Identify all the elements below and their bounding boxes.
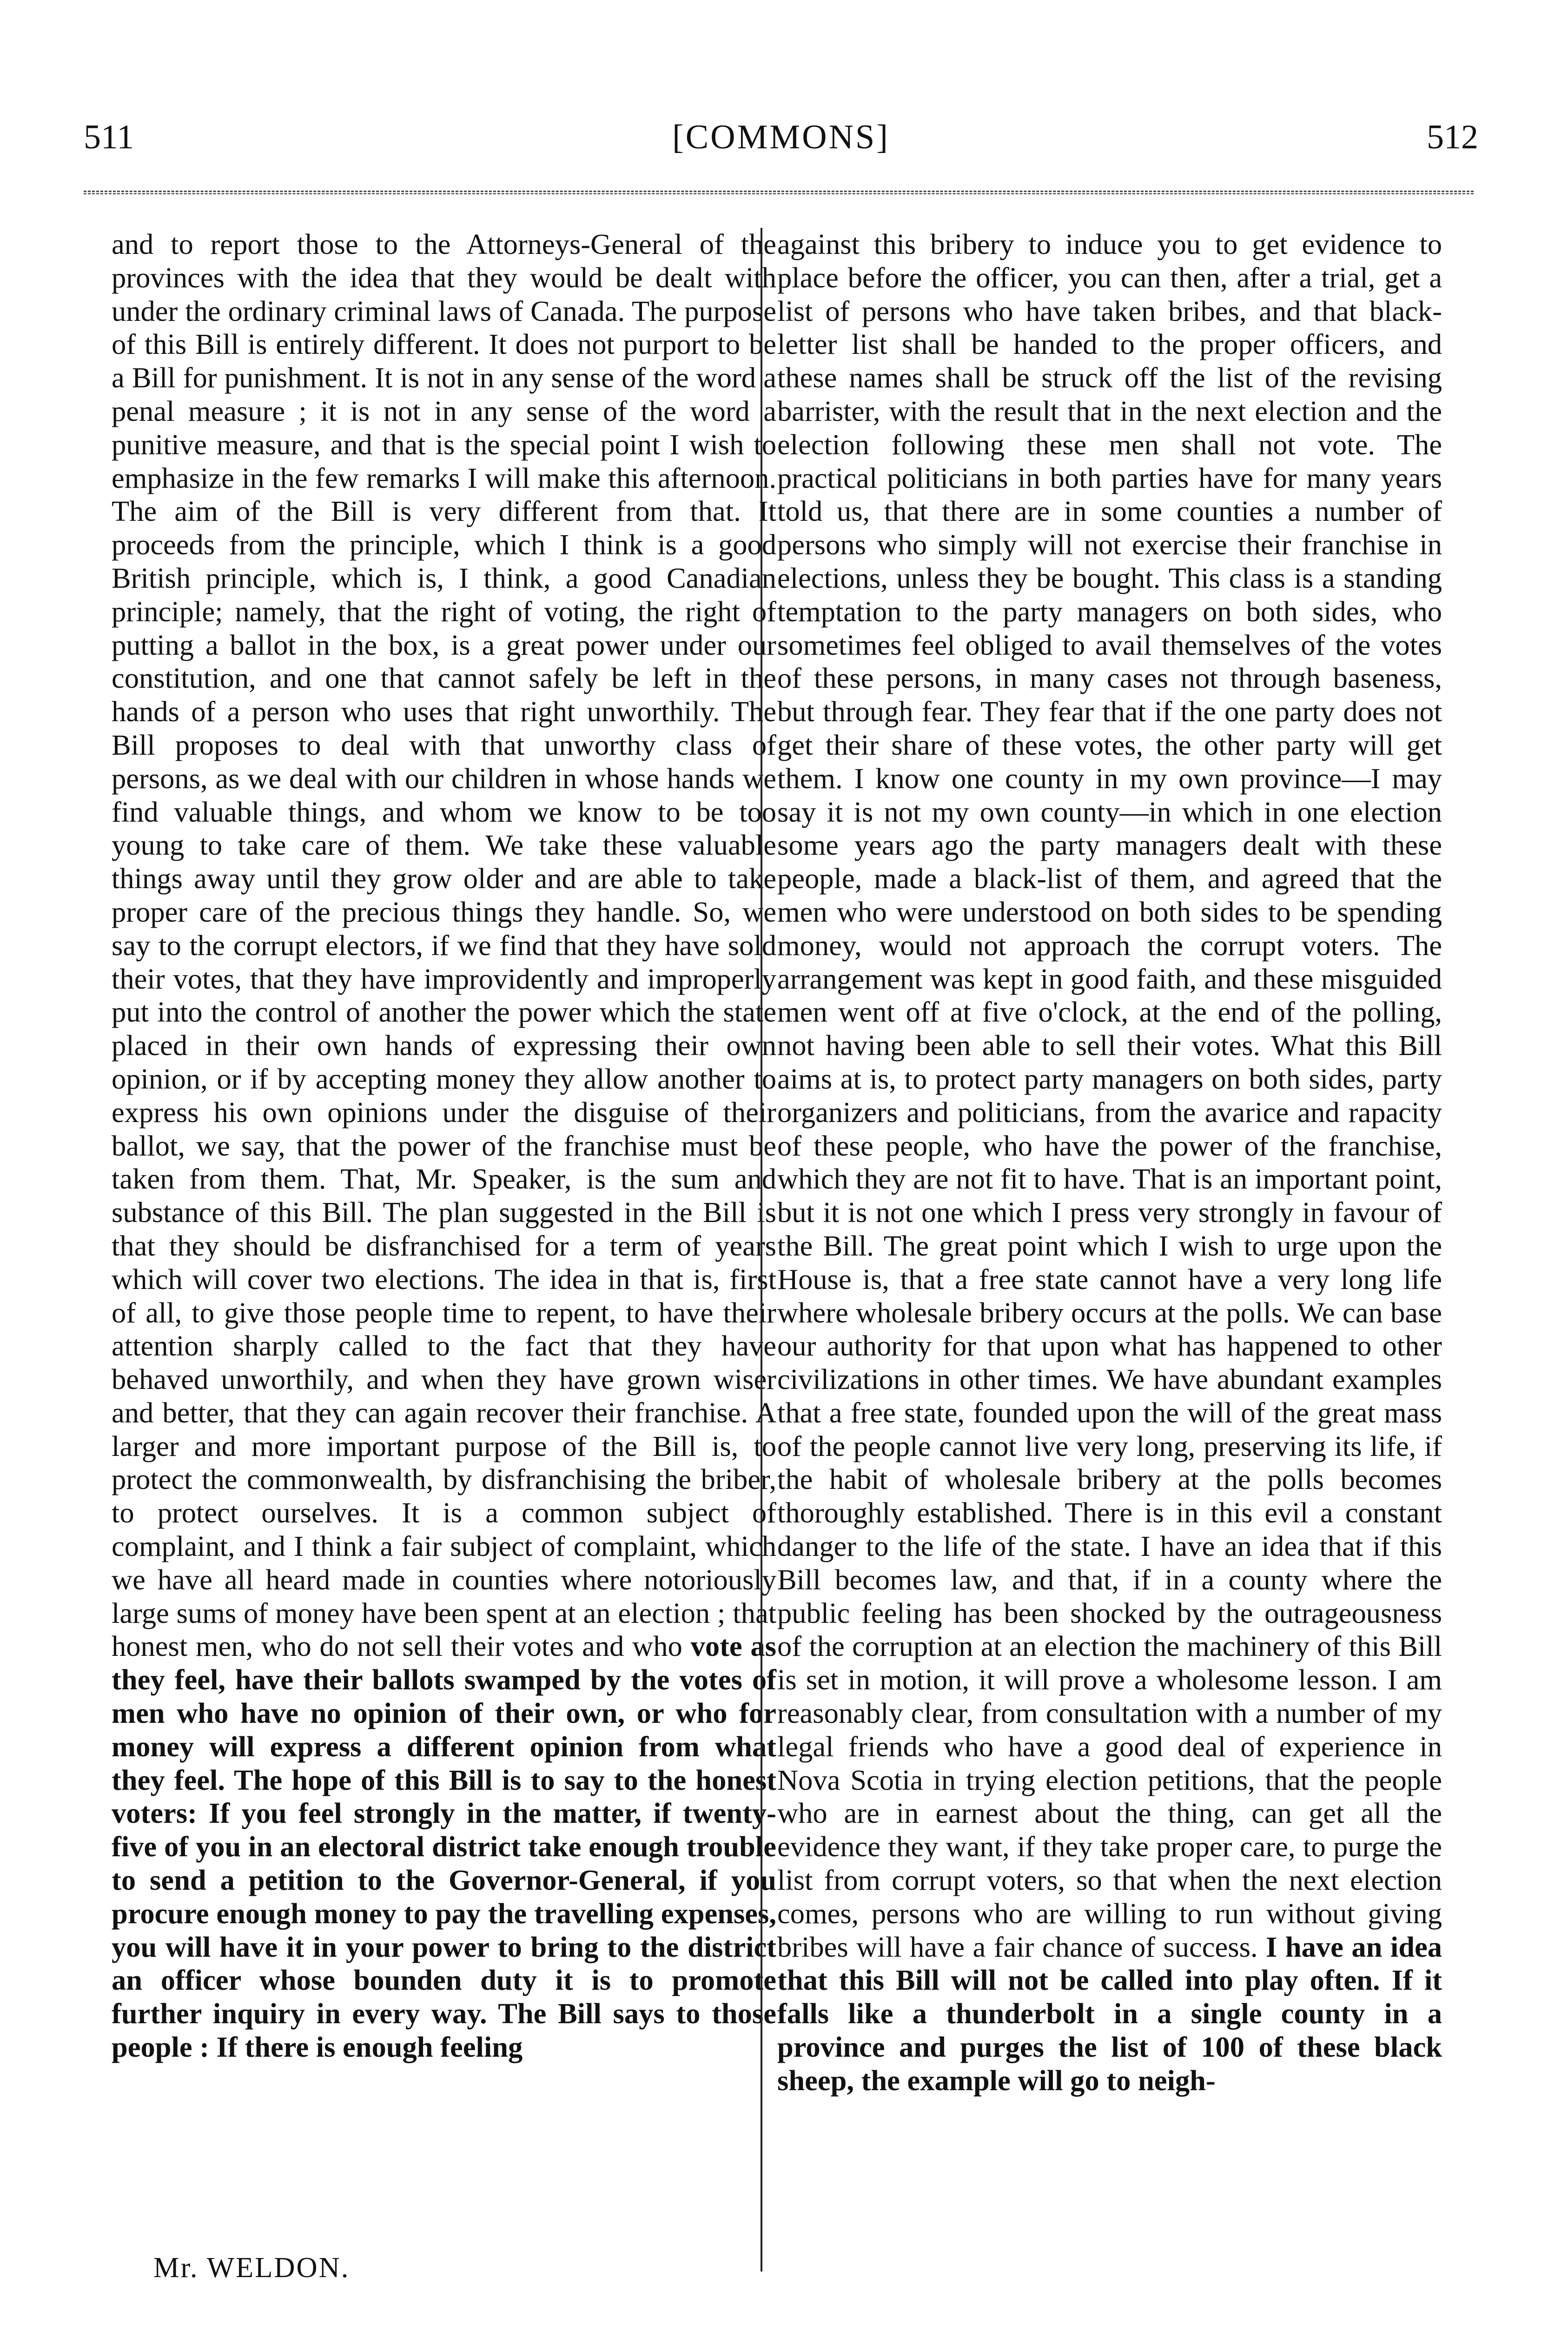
page-number-left: 511	[84, 118, 134, 156]
speaker-name: Mr. WELDON.	[153, 2251, 350, 2284]
running-title: [COMMONS]	[672, 118, 890, 156]
header-rule	[84, 191, 1474, 194]
left-column-bold-text: vote as they feel, have their ballots swamped by the votes of men who have no opinion of their own, or who for money will express a different opinion from what they feel. The hope of this Bill is to say to the honest voters: If you feel strongly in the matter, if twenty-five of you in an electoral district take enough trouble to send a petition to the Governor-General, if you procure enough money to pay the travelling expenses, you will have it in your power to bring to the district an officer whose bounden duty it is to promote further inquiry in every way. The Bill says to those people : If there is enough feeling	[112, 1630, 776, 2064]
right-column	[777, 228, 1442, 2098]
right-column-normal-text: against this bribery to induce you to get evidence to place before the officer, you can then, after a trial, get a list of persons who have taken bribes, and that black-letter list shall be handed to the proper officers, and these names shall be struck off the list of the revising barrister, with the result that in the next election and the election following these men shall not vote. The practical politicians in both parties have for many years told us, that there are in some counties a number of persons who simply will not exercise their franchise in elections, unless they be bought. This class is a standing temptation to the party managers on both sides, who sometimes feel obliged to avail themselves of the votes of these persons, in many cases not through baseness, but through fear. They fear that if the one party does not get their share of these votes, the other party will get them. I know one county in my own province—I may say it is not my own county—in which in one election some years ago the party managers dealt with these people, made a black-list of them, and agreed that the men who were understood on both sides to be spending money, would not approach the corrupt voters. The arrangement was kept in good faith, and these misguided men went off at five o'clock, at the end of the polling, not having been able to sell their votes. What this Bill aims at is, to protect party managers on both sides, party organizers and politicians, from the avarice and rapacity of these people, who have the power of the franchise, which they are not fit to have. That is an important point, but it is not one which I press very strongly in favour of the Bill. The great point which I wish to urge upon the House is, that a free state cannot have a very long life where wholesale bribery occurs at the polls. We can base our authority for that upon what has happened to other civilizations in other times. We have abundant examples that a free state, founded upon the will of the great mass of the people cannot live very long, preserving its life, if the habit of wholesale bribery at the polls becomes thoroughly established. There is in this evil a constant danger to the life of the state. I have an idea that if this Bill becomes law, and that, if in a county where the public feeling has been shocked by the outrageousness of the corruption at an election the machinery of this Bill is set in motion, it will prove a wholesome lesson. I am reasonably clear, from consultation with a number of my legal friends who have a good deal of experience in Nova Scotia in trying election petitions, that the people who are in earnest about the thing, can get all the evidence they want, if they take proper care, to purge the list from corrupt voters, so that when the next election comes, persons who are willing to run without giving bribes will have a fair chance of success.	[777, 228, 1442, 1963]
left-column-normal-text: and to report those to the Attorneys-General of the provinces with the idea that they would be dealt with under the ordinary criminal laws of Canada. The purpose of this Bill is entirely different. It does not purport to be a Bill for punishment. It is not in any sense of the word a penal measure ; it is not in any sense of the word a punitive measure, and that is the special point I wish to emphasize in the few remarks I will make this afternoon. The aim of the Bill is very different from that. It proceeds from the principle, which I think is a good British principle, which is, I think, a good Canadian principle; namely, that the right of voting, the right of putting a ballot in the box, is a great power under our constitution, and one that cannot safely be left in the hands of a person who uses that right unworthily. The Bill proposes to deal with that unworthy class of persons, as we deal with our children in whose hands we find valuable things, and whom we know to be too young to take care of them. We take these valuable things away until they grow older and are able to take proper care of the precious things they handle. So, we say to the corrupt electors, if we find that they have sold their votes, that they have improvidently and improperly put into the control of another the power which the state placed in their own hands of expressing their own opinion, or if by accepting money they allow another to express his own opinions under the disguise of their ballot, we say, that the power of the franchise must be taken from them. That, Mr. Speaker, is the sum and substance of this Bill. The plan suggested in the Bill is that they should be disfranchised for a term of years which will cover two elections. The idea in that is, first of all, to give those people time to repent, to have their attention sharply called to the fact that they have behaved unworthily, and when they have grown wiser and better, that they can again recover their franchise. A larger and more important purpose of the Bill is, to protect the commonwealth, by disfranchising the briber, to protect ourselves. It is a common subject of complaint, and I think a fair subject of complaint, which we have all heard made in counties where notoriously large sums of money have been spent at an election ; that honest men, who do not sell their votes and who	[112, 228, 776, 1663]
page-number-right: 512	[1427, 118, 1478, 156]
column-divider	[761, 228, 762, 2272]
right-column-bold-text: I have an idea that this Bill will not be called into play often. If it falls like a thunderbolt in a single county in a province and purges the list of 100 of these black sheep, the example will go to neigh-	[777, 1930, 1442, 2097]
left-column	[112, 228, 776, 2064]
left-column-text	[112, 228, 776, 2064]
right-column-text	[777, 228, 1442, 2098]
page-header	[84, 109, 1478, 165]
